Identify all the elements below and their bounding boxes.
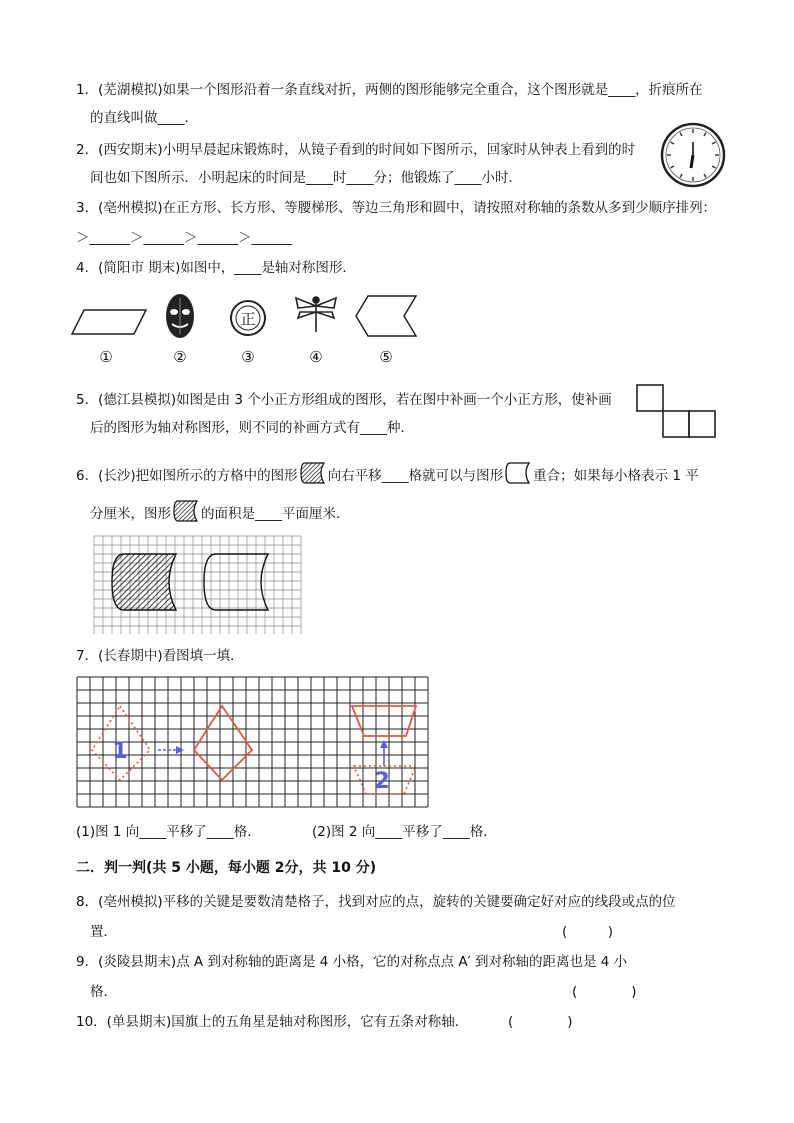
q6-line2-a: 分厘米，图形 (90, 506, 171, 522)
figure1-label: 1 (112, 739, 128, 764)
q2-line2: 间也如下图所示．小明起床的时间是____时____分；他锻炼了____小时． (90, 170, 522, 186)
q7-line1: 7．(长春期中)看图填一填． (76, 648, 244, 664)
q10-line1: 10．(单县期末)国旗上的五角星是轴对称图形，它有五条对称轴． (76, 1014, 469, 1030)
q7-grid-figure (76, 676, 430, 810)
q8-line2: 置． (90, 924, 117, 940)
q4-line1: 4．(简阳市 期末)如图中，____是轴对称图形． (76, 260, 356, 276)
q6-hatched-shape (112, 554, 176, 610)
coin-char: 正 (240, 310, 256, 328)
q5-line2: 后的图形为轴对称图形，则不同的补画方式有____种． (90, 420, 414, 436)
q9-line1: 9．(炎陵县期末)点 A 到对称轴的距离是 4 小格，它的对称点点 A′ 到对称轴的距离也是 4 小 (76, 954, 628, 970)
dragonfly-shape (296, 297, 336, 332)
q1-line2: 的直线叫做____． (90, 110, 198, 126)
chevron-shape (356, 296, 416, 336)
arrow2-head (380, 740, 388, 748)
q6-line2 (90, 500, 350, 528)
hatched-shape-icon-2 (173, 500, 199, 528)
three-squares-figure (636, 384, 720, 440)
q7-sub2: (2)图 2 向____平移了____格． (312, 824, 497, 840)
clock-figure (658, 122, 728, 188)
figure2-label: 2 (374, 769, 390, 794)
arrow1-head (176, 746, 184, 754)
q9-line2: 格． (90, 984, 117, 1000)
q3-line2: ＞______＞______＞______＞______ (76, 230, 292, 246)
q6-line1-b: 向右平移____格就可以与图形 (327, 468, 504, 484)
q10-answer-paren[interactable]: ( ) (508, 1014, 573, 1030)
q8-answer-paren[interactable]: ( ) (562, 924, 614, 940)
q4-label-3: ③ (241, 348, 255, 366)
hatched-shape-icon (300, 462, 326, 490)
q4-figures (68, 290, 428, 370)
opera-mask-shape (166, 294, 194, 338)
q4-label-4: ④ (309, 348, 323, 366)
q1-line1: 1．(芜湖模拟)如果一个图形沿着一条直线对折，两侧的图形能够完全重合，这个图形就是____，折痕所在 (76, 82, 703, 98)
section2-title: 二．判一判(共 5 小题，每小题 2分，共 10 分) (76, 860, 377, 876)
parallelogram-shape (72, 310, 146, 334)
q2-line1: 2．(西安期末)小明早晨起床锻炼时，从镜子看到的时间如下图所示，回家时从钟表上看到的时 (76, 142, 636, 158)
outline-shape-icon (505, 462, 531, 490)
q6-line1 (76, 462, 699, 490)
q4-label-1: ① (99, 348, 113, 366)
q4-label-5: ⑤ (379, 348, 393, 366)
q8-line1: 8．(亳州模拟)平移的关键是要数清楚格子，找到对应的点，旋转的关键要确定好对应的线段或点的位 (76, 894, 676, 910)
figure1-solid-diamond (194, 706, 252, 780)
q6-outline-shape (204, 554, 268, 610)
figure2-solid-trapezoid (352, 706, 416, 736)
q4-label-2: ② (173, 348, 187, 366)
q6-grid-figure (92, 534, 304, 634)
coin-shape (231, 301, 265, 335)
q5-line1: 5．(德江县模拟)如图是由 3 个小正方形组成的图形，若在图中补画一个小正方形，使补画 (76, 392, 612, 408)
q7-sub1: (1)图 1 向____平移了____格． (76, 824, 261, 840)
q3-line1: 3．(亳州模拟)在正方形、长方形、等腰梯形、等边三角形和圆中，请按照对称轴的条数从多到少顺序排列： (76, 200, 717, 216)
q9-answer-paren[interactable]: ( ) (572, 984, 637, 1000)
q6-line2-b: 的面积是____平面厘米． (201, 506, 350, 522)
q6-line1-a: 6．(长沙)把如图所示的方格中的图形 (76, 468, 298, 484)
q6-line1-c: 重合；如果每小格表示 1 平 (533, 468, 699, 484)
